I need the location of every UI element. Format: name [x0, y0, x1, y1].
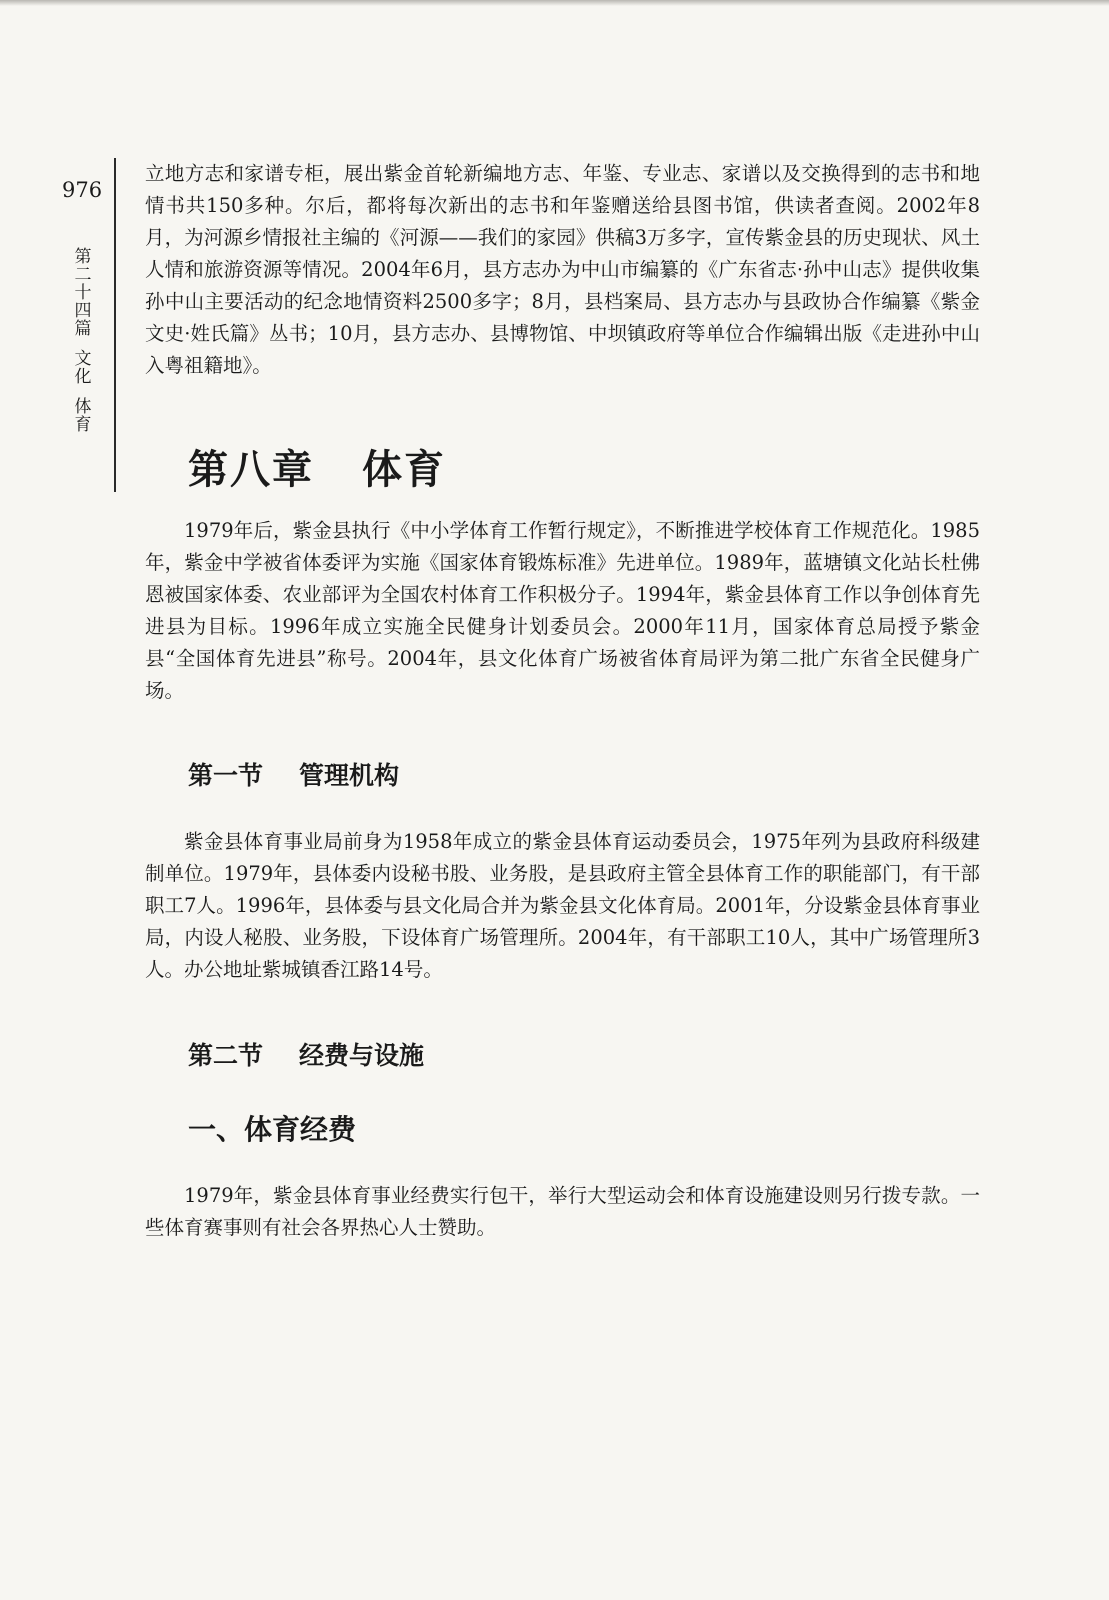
margin-rule — [114, 158, 116, 492]
section1-block — [145, 826, 980, 986]
section1-paragraph: 紫金县体育事业局前身为1958年成立的紫金县体育运动委员会，1975年列为县政府科级建制单位。1979年，县体委内设秘书股、业务股，是县政府主管全县体育工作的职能部门，有干部职工7人。1996年，县体委与县文化局合并为紫金县文化体育局。2001年，分设紫金县体育事业局，内设人秘股、业务股，下设体育广场管理所。2004年，有干部职工10人，其中广场管理所3人。办公地址紫城镇香江路14号。 — [145, 830, 980, 981]
running-head-chapter-left: 文化 — [74, 349, 92, 387]
intro-block — [145, 158, 980, 382]
chapter-title — [145, 438, 446, 495]
chapter-intro-block — [145, 515, 980, 707]
chapter-name: 体育 — [362, 447, 446, 493]
intro-paragraph: 立地方志和家谱专柜，展出紫金首轮新编地方志、年鉴、专业志、家谱以及交换得到的志书和地情书共150多种。尔后，都将每次新出的志书和年鉴赠送给县图书馆，供读者查阅。2002年8月，为河源乡情报社主编的《河源——我们的家园》供稿3万多字，宣传紫金县的历史现状、风土人情和旅游资源等情况。2004年6月，县方志办为中山市编纂的《广东省志·孙中山志》提供收集孙中山主要活动的纪念地情资料2500多字；8月，县档案局、县方志办与县政协合作编纂《紫金文史·姓氏篇》丛书；10月，县方志办、县博物馆、中坝镇政府等单位合作编辑出版《走进孙中山入粤祖籍地》。 — [145, 162, 980, 377]
section2-name: 经费与设施 — [299, 1041, 425, 1070]
section2-block — [145, 1180, 980, 1244]
section1-name: 管理机构 — [299, 761, 400, 790]
section2-number: 第二节 — [188, 1041, 264, 1070]
section2-paragraph: 1979年，紫金县体育事业经费实行包干，举行大型运动会和体育设施建设则另行拨专款。一些体育赛事则有社会各界热心人士赞助。 — [145, 1184, 980, 1239]
chapter-number: 第八章 — [188, 447, 314, 493]
chapter-paragraph: 1979年后，紫金县执行《中小学体育工作暂行规定》，不断推进学校体育工作规范化。1985年，紫金中学被省体委评为实施《国家体育锻炼标准》先进单位。1989年，蓝塘镇文化站长杜佛恩被国家体委、农业部评为全国农村体育工作积极分子。1994年，紫金县体育工作以争创体育先进县为目标。1996年成立实施全民健身计划委员会。2000年11月，国家体育总局授予紫金县“全国体育先进县”称号。2004年，县文化体育广场被省体育局评为第二批广东省全民健身广场。 — [145, 519, 980, 702]
section1-number: 第一节 — [188, 761, 264, 790]
section2-title — [145, 1036, 424, 1072]
running-head — [71, 248, 95, 434]
subsection-title: 一、体育经费 — [188, 1113, 357, 1146]
running-head-chapter-right: 体育 — [74, 397, 92, 435]
page-number: 976 — [62, 178, 103, 202]
running-head-part: 第二十四篇 — [74, 247, 92, 339]
section1-title — [145, 756, 399, 792]
scan-top-edge — [0, 0, 1109, 6]
